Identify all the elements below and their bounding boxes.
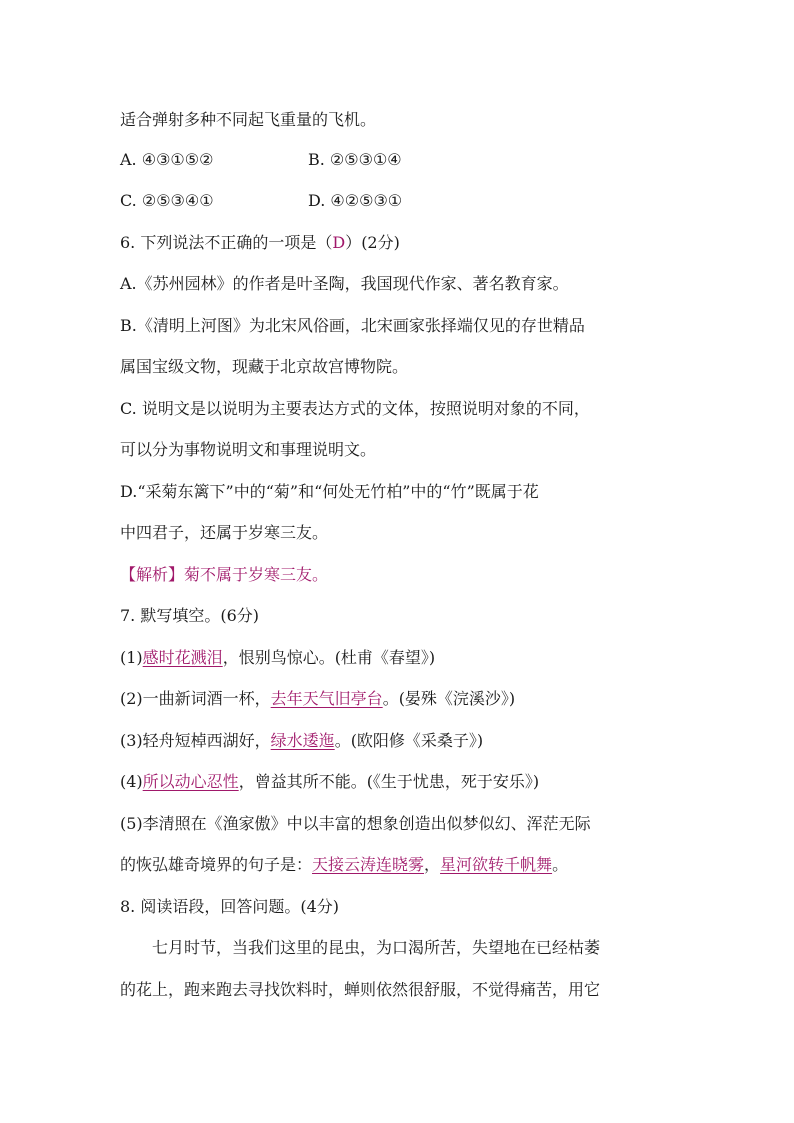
item-suffix: 。(晏殊《浣溪沙》) <box>382 689 516 708</box>
analysis-note: 【解析】菊不属于岁寒三友。 <box>120 565 329 584</box>
option-a: A. ④③①⑤② <box>120 150 214 169</box>
filled-answer: 去年天气旧亭台 <box>270 689 383 708</box>
item-separator: ， <box>424 855 441 874</box>
item-suffix: 。(欧阳修《采桑子》) <box>334 731 484 750</box>
question-7-stem: 7. 默写填空。(6分) <box>120 606 260 625</box>
stem-text: 6. 下列说法不正确的一项是（ <box>120 233 333 252</box>
filled-answer: 绿水逶迤 <box>270 731 335 750</box>
item-prefix: (1) <box>120 648 143 667</box>
question-7-item-5: (5)李清照在《渔家傲》中以丰富的想象创造出似梦似幻、浑茫无际 <box>120 814 591 833</box>
filled-answer: 天接云涛连晓雾 <box>312 855 425 874</box>
question-7-item-4 <box>120 772 539 792</box>
question-6-stem <box>120 233 400 253</box>
item-suffix: ，恨别鸟惊心。(杜甫《春望》) <box>222 648 436 667</box>
question-6-option-a: A.《苏州园林》的作者是叶圣陶，我国现代作家、著名教育家。 <box>120 274 569 293</box>
item-prefix: (2)一曲新词酒一杯， <box>120 689 271 708</box>
filled-answer: 所以动心忍性 <box>142 772 239 791</box>
filled-answer: 星河欲转千帆舞 <box>440 855 553 874</box>
question-6-option-d: D.“采菊东篱下”中的“菊”和“何处无竹柏”中的“竹”既属于花 <box>120 482 539 501</box>
option-c: C. ②⑤③④① <box>120 191 214 210</box>
question-7-item-3 <box>120 731 483 751</box>
item-prefix: (3)轻舟短棹西湖好， <box>120 731 271 750</box>
text-line: 适合弹射多种不同起飞重量的飞机。 <box>120 110 377 129</box>
item-prefix: 的恢弘雄奇境界的句子是： <box>120 855 313 874</box>
item-suffix: ，曾益其所不能。(《生于忧患，死于安乐》) <box>238 772 540 791</box>
question-6-option-c-cont: 可以分为事物说明文和事理说明文。 <box>120 440 377 459</box>
question-6-option-b: B.《清明上河图》为北宋风俗画，北宋画家张择端仅见的存世精品 <box>120 316 585 335</box>
option-b: B. ②⑤③①④ <box>308 150 402 169</box>
answer-letter: D <box>332 233 346 252</box>
option-row <box>120 191 520 211</box>
option-row <box>120 150 520 170</box>
question-7-item-2 <box>120 689 515 709</box>
item-suffix: 。 <box>552 855 569 874</box>
stem-points: ）(2分) <box>345 233 400 252</box>
question-6-option-b-cont: 属国宝级文物，现藏于北京故宫博物院。 <box>120 357 409 376</box>
question-7-item-1 <box>120 648 435 668</box>
item-prefix: (4) <box>120 772 143 791</box>
question-6-option-c: C. 说明文是以说明为主要表达方式的文体，按照说明对象的不同， <box>120 399 590 418</box>
question-8-stem: 8. 阅读语段，回答问题。(4分) <box>120 897 340 916</box>
question-7-item-5-cont <box>120 855 568 875</box>
filled-answer: 感时花溅泪 <box>142 648 223 667</box>
option-d: D. ④②⑤③① <box>308 191 403 210</box>
passage-line: 的花上，跑来跑去寻找饮料时，蝉则依然很舒服，不觉得痛苦，用它 <box>120 980 601 999</box>
question-6-option-d-cont: 中四君子，还属于岁寒三友。 <box>120 523 329 542</box>
passage-line: 七月时节，当我们这里的昆虫，为口渴所苦，失望地在已经枯萎 <box>152 938 601 957</box>
